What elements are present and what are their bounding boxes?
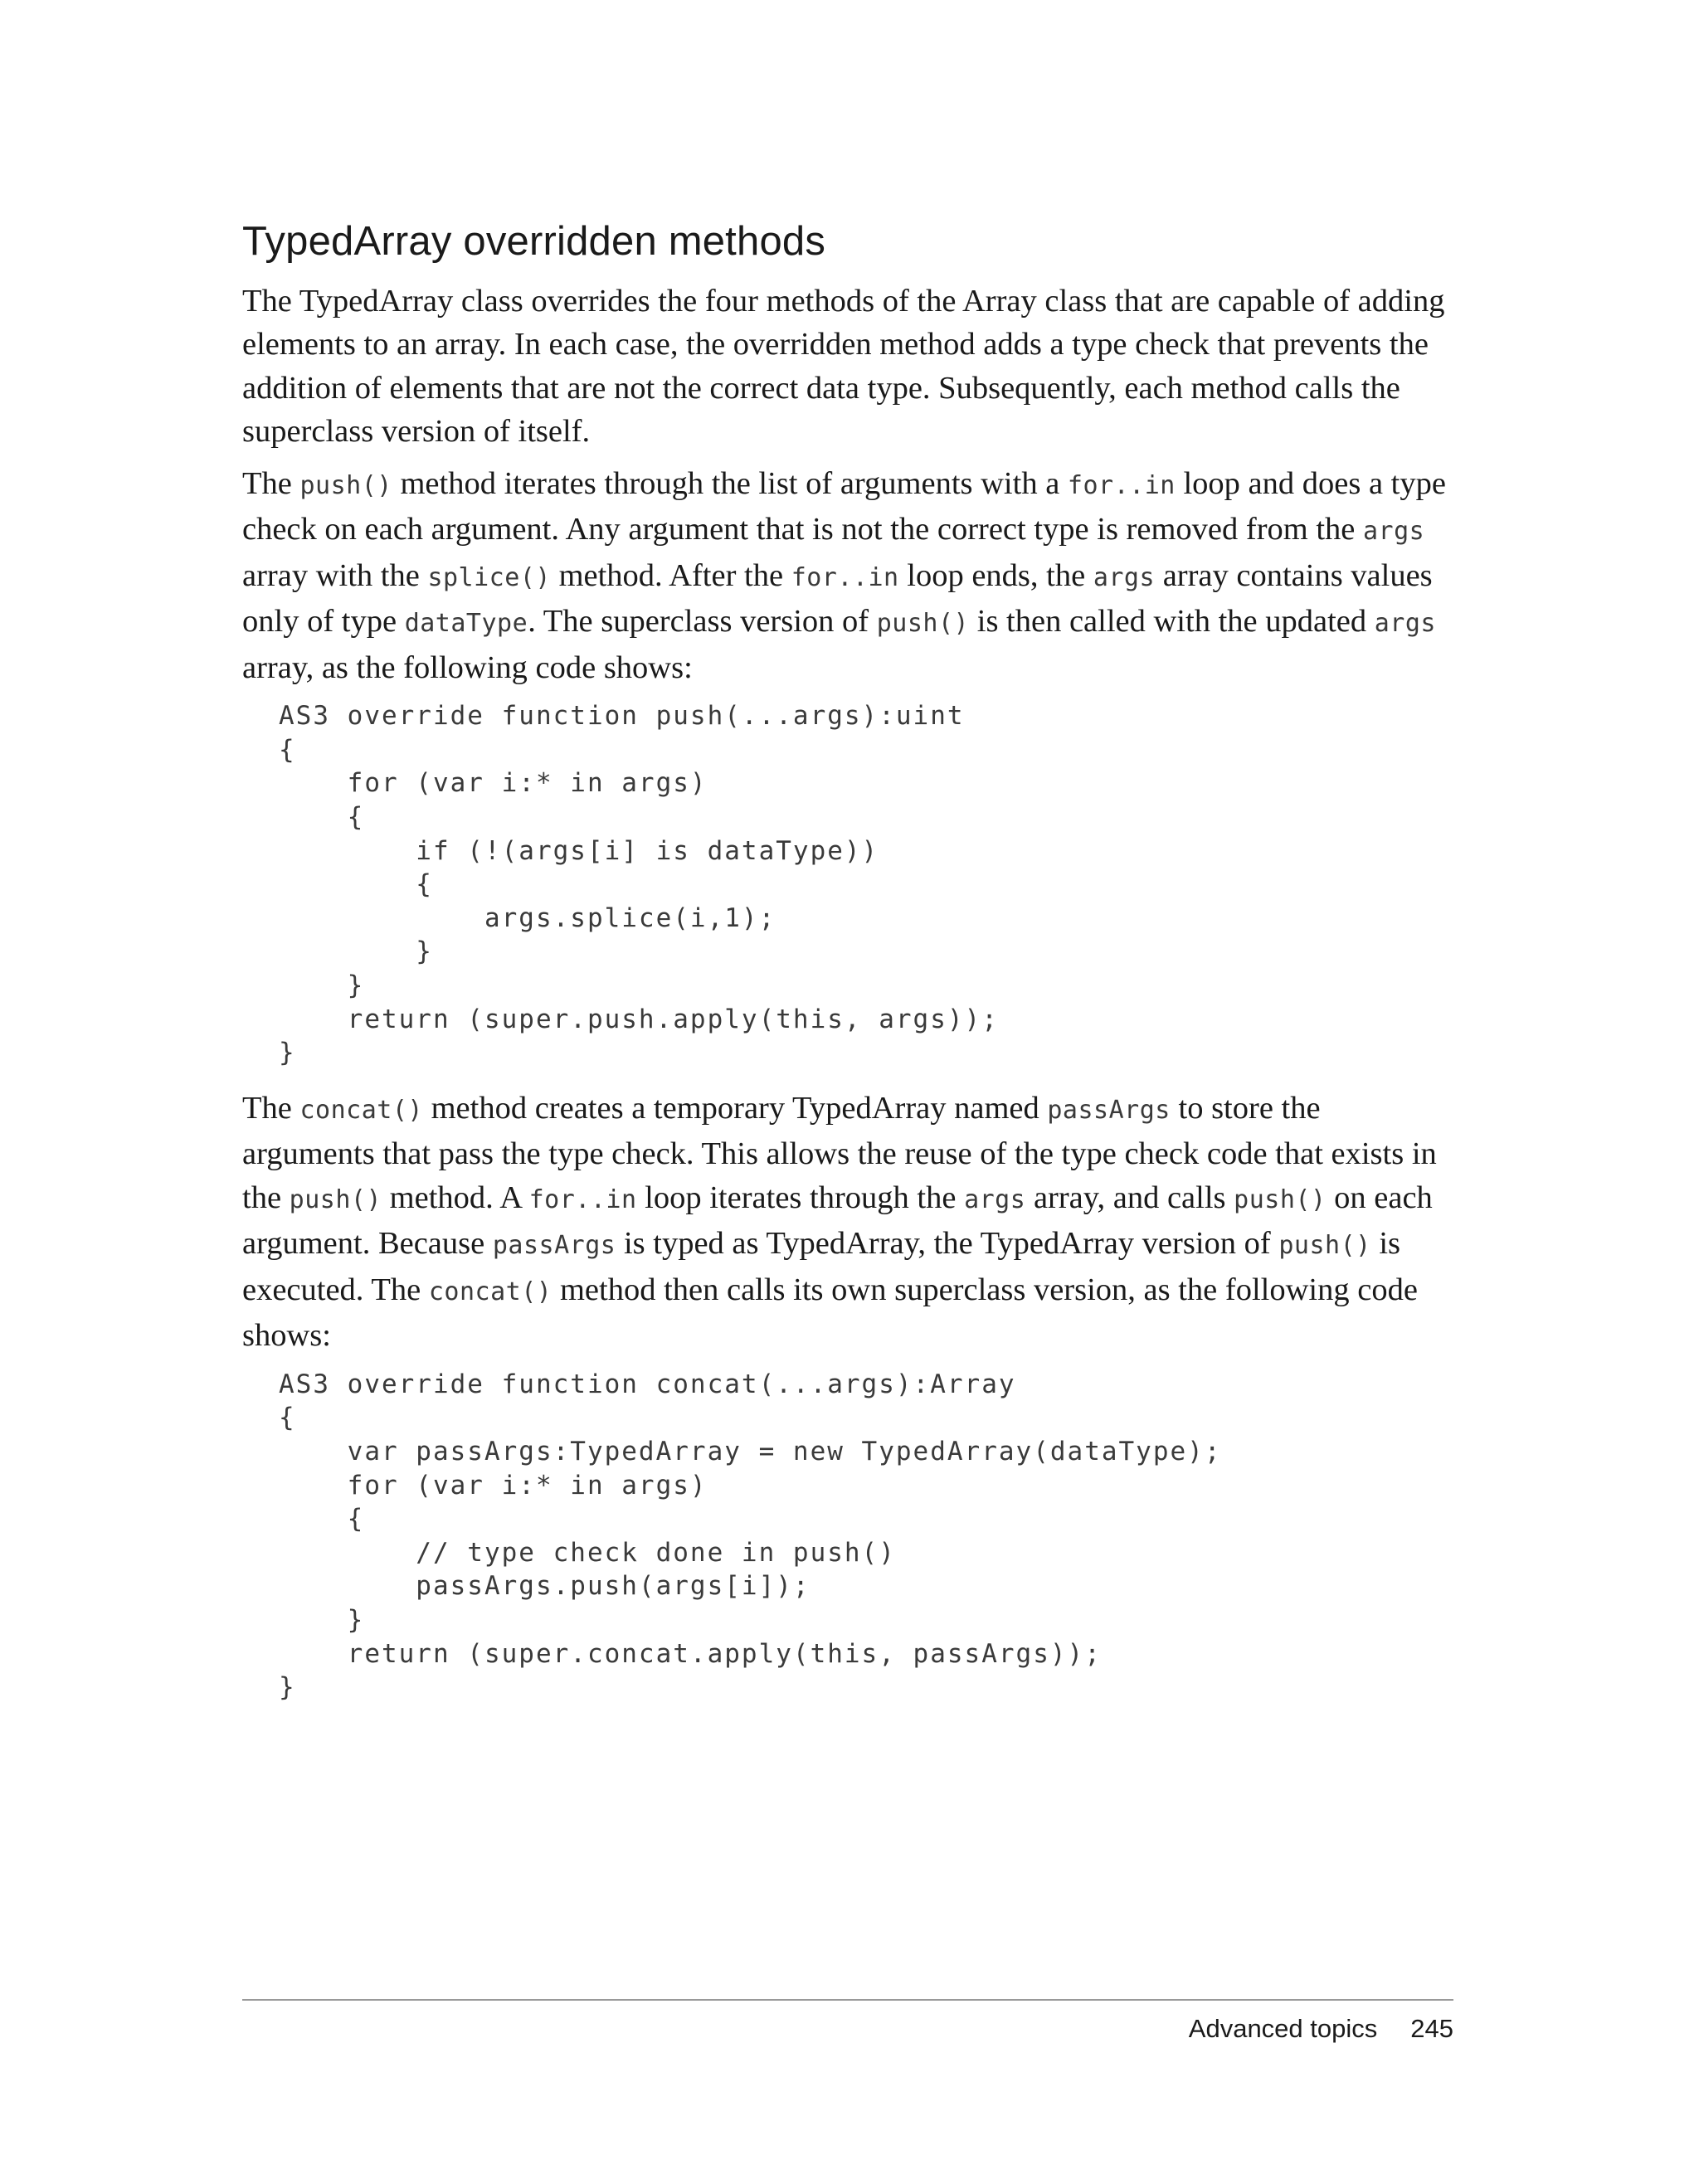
text-span: array with the bbox=[242, 557, 428, 593]
text-span: array, and calls bbox=[1025, 1180, 1234, 1215]
text-span: is executed. The bbox=[242, 1226, 1401, 1307]
inline-code: push() bbox=[1278, 1231, 1371, 1261]
push-description-paragraph bbox=[242, 462, 1453, 690]
inline-code: concat() bbox=[428, 1277, 553, 1306]
inline-code: push() bbox=[289, 1184, 382, 1214]
text-span: method. After the bbox=[550, 557, 791, 593]
inline-code: args bbox=[1363, 517, 1425, 547]
inline-code: args bbox=[1093, 562, 1156, 592]
text-span: on each argument. Because bbox=[242, 1180, 1433, 1262]
concat-description-paragraph bbox=[242, 1087, 1453, 1358]
text-span: loop ends, the bbox=[898, 557, 1093, 593]
text-span: to store the arguments that pass the type check. This allows the reuse of the type check code that exists in the bbox=[242, 1090, 1437, 1215]
page-footer bbox=[1189, 2014, 1453, 2044]
inline-code: for..in bbox=[528, 1184, 637, 1214]
text-span: . The superclass version of bbox=[528, 604, 877, 640]
intro-paragraph: The TypedArray class overrides the four methods of the Array class that are capable of adding elements to an array. In each case, the overridden method adds a type check that prevents the addition of elements that are not the correct data type. Subsequently, each method calls the superclass version of itself. bbox=[242, 283, 1445, 450]
text-span: is then called with the updated bbox=[969, 604, 1375, 640]
page-content bbox=[242, 217, 1453, 1721]
inline-code: passArgs bbox=[1047, 1095, 1171, 1125]
text-span: is typed as TypedArray, the TypedArray version of bbox=[616, 1226, 1279, 1262]
inline-code: push() bbox=[876, 609, 970, 639]
concat-code-block: AS3 override function concat(...args):Array { var passArgs:TypedArray = new TypedArray(dataType); for (var i:* in args) { // type check done in push() passArgs.push(args[i]); } return (super.concat.apply(this, passArgs)); } bbox=[279, 1369, 1222, 1703]
inline-code: push() bbox=[299, 470, 392, 500]
footer-section-title: Advanced topics bbox=[1188, 2014, 1378, 2043]
inline-code: passArgs bbox=[492, 1231, 616, 1261]
text-span: The bbox=[242, 465, 300, 501]
text-span: loop and does a type check on each argument. Any argument that is not the correct type is removed from the bbox=[242, 465, 1446, 547]
section-heading: TypedArray overridden methods bbox=[242, 219, 826, 264]
inline-code: args bbox=[1374, 609, 1436, 639]
text-span: method. A bbox=[382, 1180, 529, 1215]
inline-code: push() bbox=[1234, 1184, 1327, 1214]
footer-divider bbox=[242, 1999, 1453, 2001]
text-span: method iterates through the list of arguments with a bbox=[392, 465, 1068, 501]
push-code-block: AS3 override function push(...args):uint { for (var i:* in args) { if (!(args[i] is dataType)) { args.splice(i,1); } } return (super.push.apply(this, args)); } bbox=[279, 701, 999, 1068]
text-span: method creates a temporary TypedArray named bbox=[422, 1090, 1048, 1126]
inline-code: dataType bbox=[404, 609, 528, 639]
inline-code: for..in bbox=[791, 562, 899, 592]
inline-code: for..in bbox=[1067, 470, 1176, 500]
page-number: 245 bbox=[1410, 2014, 1453, 2043]
text-span: loop iterates through the bbox=[636, 1180, 965, 1215]
text-span: array, as the following code shows: bbox=[242, 649, 693, 685]
inline-code: concat() bbox=[299, 1095, 423, 1125]
inline-code: splice() bbox=[427, 562, 551, 592]
text-span: method then calls its own superclass version, as the following code shows: bbox=[242, 1272, 1418, 1354]
inline-code: args bbox=[964, 1184, 1026, 1214]
text-span: The bbox=[242, 1090, 300, 1126]
text-span: array contains values only of type bbox=[242, 557, 1433, 640]
